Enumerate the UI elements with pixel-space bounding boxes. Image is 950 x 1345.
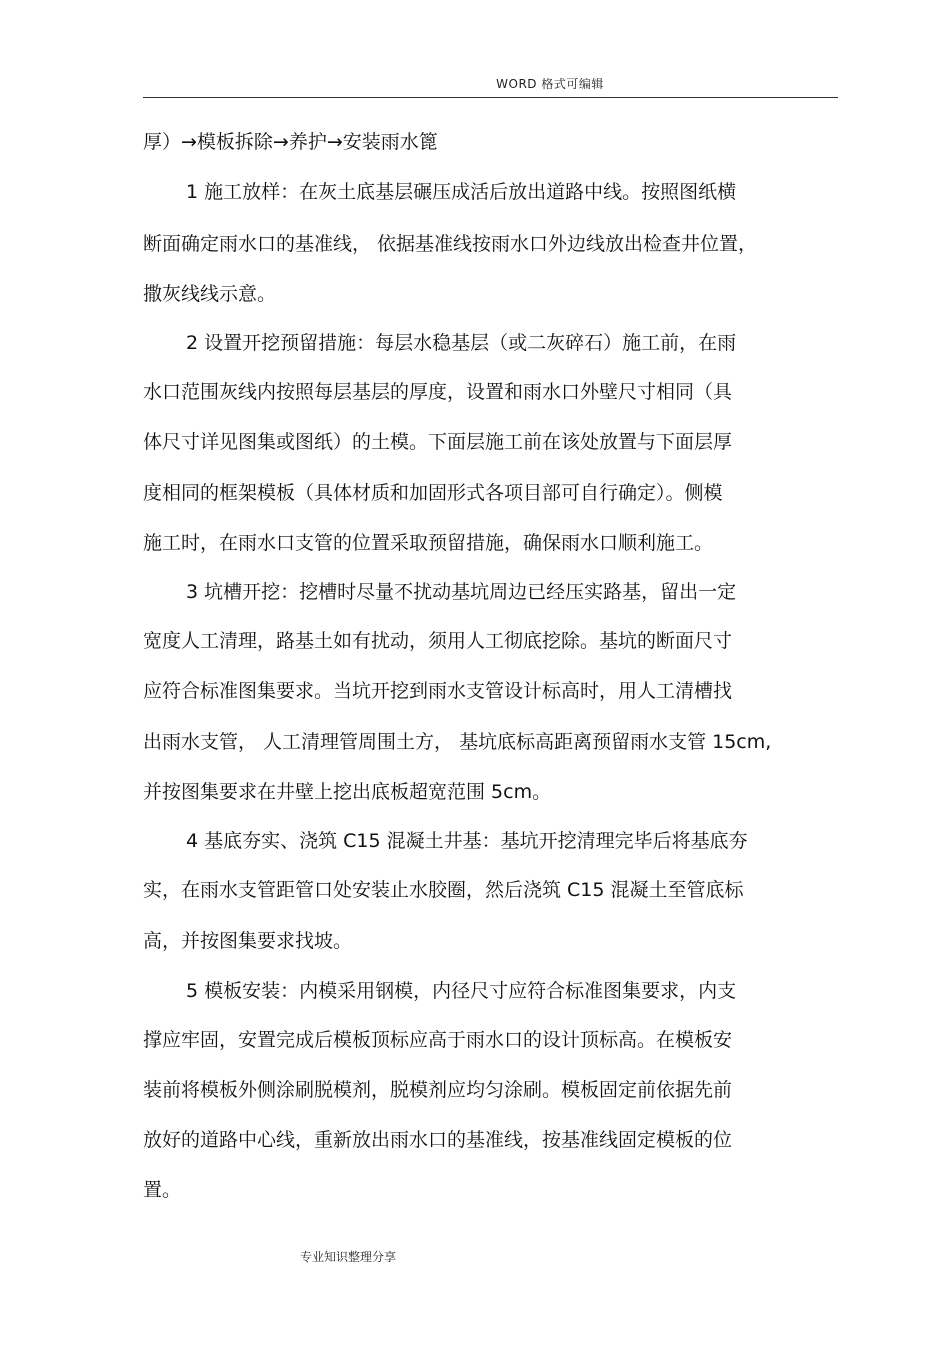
body-line: 实，在雨水支管距管口处安装止水胶圈，然后浇筑 C15 混凝土至管底标 [143,879,744,901]
body-line: 置。 [143,1179,182,1201]
body-line: 2 设置开挖预留措施：每层水稳基层（或二灰碎石）施工前，在雨 [186,332,737,354]
body-line: 宽度人工清理，路基土如有扰动，须用人工彻底挖除。基坑的断面尺寸 [143,630,733,652]
body-line: 装前将模板外侧涂刷脱模剂，脱模剂应均匀涂刷。模板固定前依据先前 [143,1079,733,1101]
body-line: 应符合标准图集要求。当坑开挖到雨水支管设计标高时，用人工清槽找 [143,680,733,702]
page-footer: 专业知识整理分享 [300,1250,397,1264]
body-line: 出雨水支管， 人工清理管周围土方， 基坑底标高距离预留雨水支管 15cm, [143,731,772,753]
body-line: 水口范围灰线内按照每层基层的厚度，设置和雨水口外壁尺寸相同（具 [143,381,733,403]
body-line: 断面确定雨水口的基准线， 依据基准线按雨水口外边线放出检查井位置， [143,233,758,255]
body-line: 度相同的框架模板（具体材质和加固形式各项目部可自行确定）。侧模 [143,482,723,504]
body-line: 并按图集要求在井壁上挖出底板超宽范围 5cm。 [143,781,552,803]
body-line: 高，并按图集要求找坡。 [143,930,353,952]
body-line: 4 基底夯实、浇筑 C15 混凝土井基：基坑开挖清理完毕后将基底夯 [186,830,748,852]
body-line: 1 施工放样：在灰土底基层碾压成活后放出道路中线。按照图纸横 [186,181,737,203]
body-line: 撒灰线线示意。 [143,283,277,305]
body-line: 3 坑槽开挖：挖槽时尽量不扰动基坑周边已经压实路基，留出一定 [186,581,737,603]
header-text: WORD 格式可编辑 [496,77,604,91]
body-line: 体尺寸详见图集或图纸）的土模。下面层施工前在该处放置与下面层厚 [143,431,733,453]
body-line: 撑应牢固，安置完成后模板顶标应高于雨水口的设计顶标高。在模板安 [143,1029,733,1051]
body-line: 厚）→模板拆除→养护→安装雨水篦 [143,131,438,153]
header-divider [143,97,838,98]
body-line: 放好的道路中心线，重新放出雨水口的基准线，按基准线固定模板的位 [143,1129,733,1151]
body-line: 施工时，在雨水口支管的位置采取预留措施，确保雨水口顺利施工。 [143,532,714,554]
body-line: 5 模板安装：内模采用钢模，内径尺寸应符合标准图集要求，内支 [186,980,737,1002]
